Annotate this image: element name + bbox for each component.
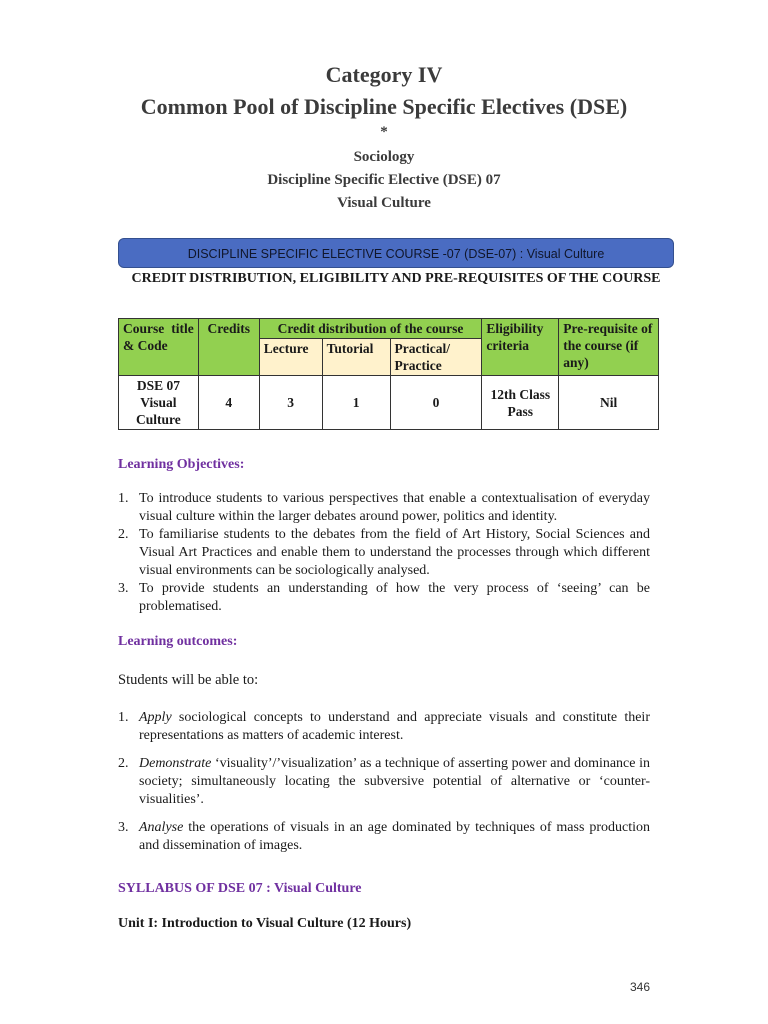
learning-outcomes-heading: Learning outcomes: [118,634,238,649]
syllabus-heading: SYLLABUS OF DSE 07 : Visual Culture [118,881,362,896]
learning-objectives-heading: Learning Objectives: [118,457,245,472]
pool-title: Common Pool of Discipline Specific Electives (DSE) [140,94,628,119]
header-practical: Practical/ Practice [390,339,482,376]
objectives-list [118,490,650,616]
separator-star: * [380,124,388,140]
list-item: 1. Apply sociological concepts to understand and appreciate visuals and constitute their representations as matters of academic interest. [118,710,650,743]
unit-heading: Unit I: Introduction to Visual Culture (12 Hours) [118,916,412,931]
subject-title: Sociology [353,149,415,165]
list-item: 2. To familiarise students to the debates from the field of Art History, Social Sciences and Visual Art Practices and enable them to understand the processes through which different visual environments can be sociologically analysed. [118,527,650,578]
list-item: 3. To provide students an understanding of how the very process of ‘seeing’ can be problematised. [118,581,650,614]
header-credits: Credits [198,319,259,376]
credit-distribution-table [118,318,659,430]
outcomes-intro: Students will be able to: [118,672,259,688]
cell-lecture: 3 [259,376,322,430]
cell-prerequisite: Nil [559,376,659,430]
cell-practical: 0 [390,376,482,430]
cell-tutorial: 1 [322,376,390,430]
header-course-title-code: Course title & Code [119,319,199,376]
list-item: 1. To introduce students to various perspectives that enable a contextualisation of everyday visual culture within the larger debates around power, politics and identity. [118,491,650,524]
credit-distribution-heading: CREDIT DISTRIBUTION, ELIGIBILITY AND PRE-REQUISITES OF THE COURSE [131,271,661,286]
list-item: 3. Analyse the operations of visuals in an age dominated by techniques of mass production and dissemination of images. [118,820,650,853]
cell-course: DSE 07 Visual Culture [119,376,199,430]
cell-eligibility: 12th Class Pass [482,376,559,430]
outcomes-list [118,709,650,855]
cell-credits: 4 [198,376,259,430]
category-title: Category IV [325,62,443,87]
header-eligibility: Eligibility criteria [482,319,559,376]
header-prerequisite: Pre-requisite of the course (if any) [559,319,659,376]
course-banner: DISCIPLINE SPECIFIC ELECTIVE COURSE -07 (DSE-07) : Visual Culture [118,238,674,268]
elective-title: Discipline Specific Elective (DSE) 07 [267,172,501,188]
list-item: 2. Demonstrate ‘visuality’/’visualization’ as a technique of asserting power and dominance in society; simultaneously locating the subversive potential of alternative or ‘counter-visualities’. [118,756,650,807]
header-credit-distribution: Credit distribution of the course [259,319,482,339]
header-lecture: Lecture [259,339,322,376]
header-tutorial: Tutorial [322,339,390,376]
course-name-title: Visual Culture [337,195,431,211]
page-number: 346 [630,980,651,994]
